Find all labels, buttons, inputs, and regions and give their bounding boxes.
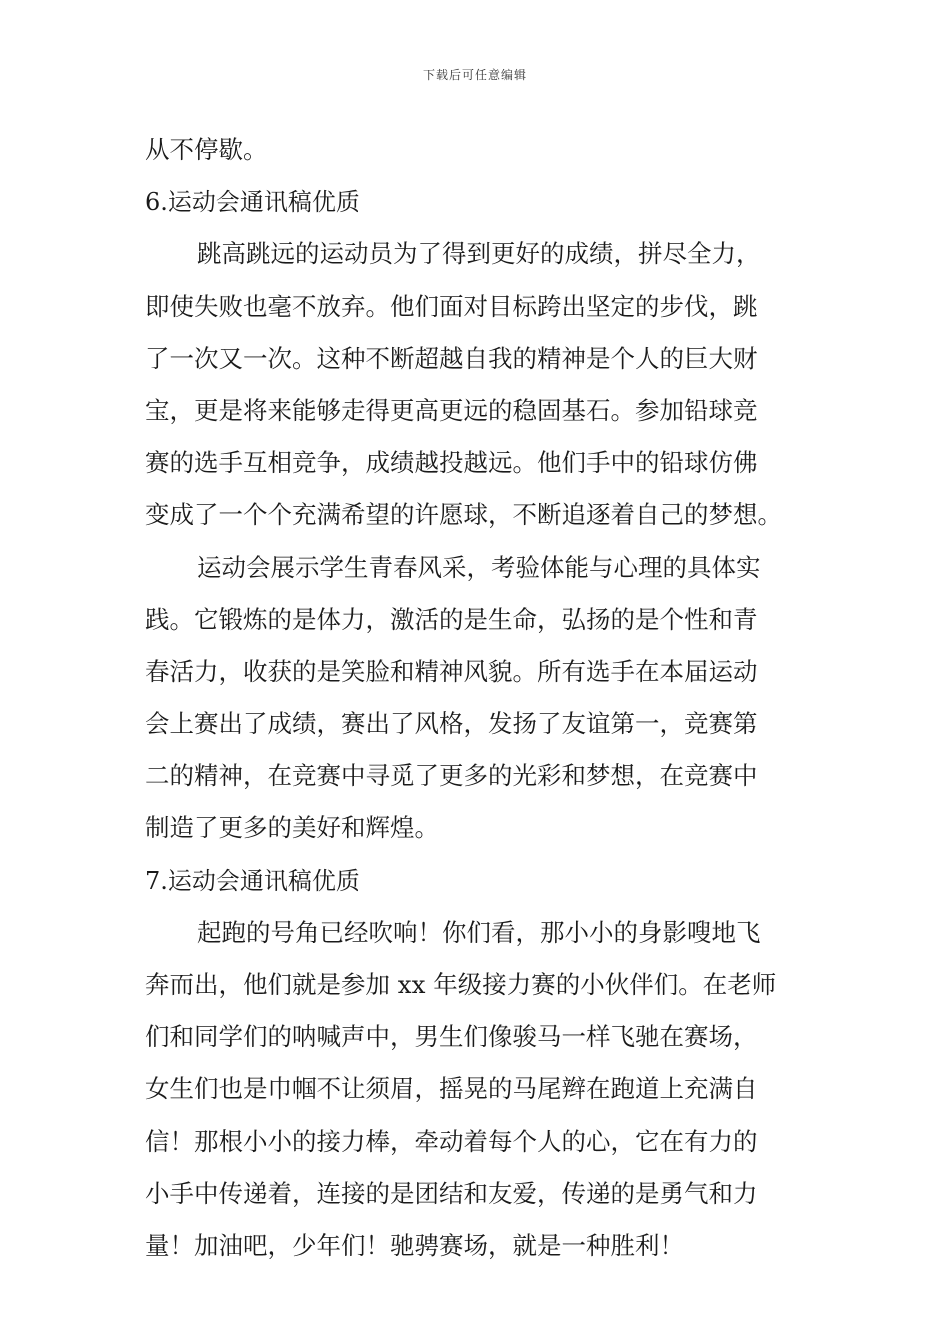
text-line: 从不停歇。 <box>145 135 268 164</box>
text-line: 即使失败也毫不放弃。他们面对目标跨出坚定的步伐，跳 <box>145 291 758 321</box>
document-body <box>145 124 807 1272</box>
text-line: 们和同学们的呐喊声中，男生们像骏马一样飞驰在赛场， <box>145 1022 758 1052</box>
text-line: 春活力，收获的是笑脸和精神风貌。所有选手在本届运动 <box>145 656 758 686</box>
text-line: 量！加油吧，少年们！驰骋赛场，就是一种胜利！ <box>145 1230 684 1260</box>
text-line: 女生们也是巾帼不让须眉，摇晃的马尾辫在跑道上充满自 <box>145 1074 758 1104</box>
text-line: 赛的选手互相竞争，成绩越投越远。他们手中的铅球仿佛 <box>145 448 758 478</box>
text-line: 践。它锻炼的是体力，激活的是生命，弘扬的是个性和青 <box>145 604 758 634</box>
text-line: 起跑的号角已经吹响！你们看，那小小的身影嗖地飞 <box>197 917 761 947</box>
text-line: 运动会展示学生青春风采，考验体能与心理的具体实 <box>197 552 761 582</box>
text-line: 制造了更多的美好和辉煌。 <box>145 813 439 843</box>
text-line: 二的精神，在竞赛中寻觅了更多的光彩和梦想，在竞赛中 <box>145 761 758 791</box>
section-heading: 6.运动会通讯稿优质 <box>145 188 360 217</box>
text-line: 会上赛出了成绩，赛出了风格，发扬了友谊第一，竞赛第 <box>145 709 758 739</box>
text-line: 变成了一个个充满希望的许愿球，不断追逐着自己的梦想。 <box>145 500 782 530</box>
text-line: 宝，更是将来能够走得更高更远的稳固基石。参加铅球竞 <box>145 395 758 425</box>
text-line: 信！那根小小的接力棒，牵动着每个人的心，它在有力的 <box>145 1126 758 1156</box>
text-line: 小手中传递着，连接的是团结和友爱，传递的是勇气和力 <box>145 1178 758 1208</box>
text-line: 跳高跳远的运动员为了得到更好的成绩，拼尽全力， <box>197 239 761 269</box>
text-line: 奔而出，他们就是参加 xx 年级接力赛的小伙伴们。在老师 <box>145 970 777 999</box>
section-heading: 7.运动会通讯稿优质 <box>145 866 360 895</box>
text-line: 了一次又一次。这种不断超越自我的精神是个人的巨大财 <box>145 343 758 373</box>
page-header: 下载后可任意编辑 <box>422 68 527 82</box>
